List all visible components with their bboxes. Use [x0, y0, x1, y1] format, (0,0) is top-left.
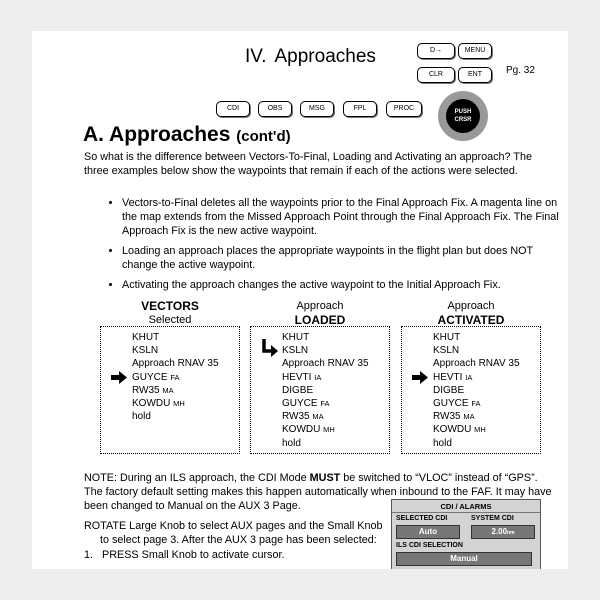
manual-page: [32, 31, 568, 569]
step-1: [84, 548, 384, 562]
waypoint-row: [433, 437, 520, 450]
column-heading-vectors: [100, 299, 240, 327]
cdi-alarms-panel: [391, 499, 541, 569]
waypoint-name: KOWDU: [132, 398, 171, 410]
system-cdi-value: [471, 525, 535, 539]
selected-cdi-label: SELECTED CDI: [396, 515, 448, 522]
column-heading-top: Approach: [447, 300, 495, 312]
waypoint-row: [433, 371, 520, 384]
rotate-instructions: [84, 519, 384, 562]
waypoint-name: hold: [282, 437, 301, 449]
waypoint-row: [282, 344, 369, 357]
active-waypoint-arrow-icon: [111, 371, 127, 386]
waypoint-name: KOWDU: [433, 424, 472, 436]
waypoint-type: IA: [314, 372, 322, 382]
waypoint-name: RW35: [282, 411, 310, 423]
waypoint-name: KHUT: [132, 332, 160, 343]
waypoint-name: DIGBE: [282, 384, 314, 396]
cdi-key: CDI: [216, 101, 250, 117]
waypoint-row: [433, 410, 520, 423]
waypoint-name: RW35: [132, 384, 160, 396]
waypoint-row: [282, 423, 369, 436]
column-heading-bottom: ACTIVATED: [437, 313, 505, 327]
column-heading-bottom: LOADED: [294, 313, 346, 327]
fpl-key: FPL: [343, 101, 377, 117]
waypoint-type: MH: [173, 399, 185, 409]
ils-cdi-selection-value: Manual: [396, 552, 532, 566]
waypoint-row: [132, 410, 219, 423]
waypoint-row: [132, 371, 219, 384]
waypoint-name: Approach RNAV 35: [132, 358, 219, 370]
section-subtitle: (cont'd): [236, 128, 291, 145]
waypoint-row: [132, 384, 219, 397]
waypoint-row: [282, 410, 369, 423]
waypoint-row: [433, 384, 520, 397]
bullet-item: • Loading an approach places the appropriate waypoints in the flight plan but does NOT change the active waypoint.: [122, 244, 562, 272]
waypoint-row: [433, 331, 520, 344]
waypoint-type: FA: [320, 399, 330, 409]
column-heading-bottom: Selected: [148, 314, 192, 326]
system-cdi-label: SYSTEM CDI: [471, 515, 514, 522]
column-heading-loaded: [250, 299, 390, 327]
waypoint-name: KSLN: [433, 345, 460, 357]
note-text-end: be switched to “VLOC” instead of “GPS”. The factory default setting makes this happen automatically when inbound to the FAF. It may have been changed to Manual on the AUX 3 Page.: [84, 472, 552, 512]
clr-key: CLR: [417, 67, 455, 83]
waypoint-name: KHUT: [433, 332, 461, 343]
knob-label-line1: PUSH: [454, 109, 472, 115]
waypoint-name: hold: [433, 437, 452, 449]
waypoint-row: [282, 371, 369, 384]
knob-label: [446, 99, 480, 133]
push-crsr-knob: [438, 91, 488, 141]
column-heading-top: VECTORS: [141, 299, 199, 313]
bullet-list: [104, 196, 562, 298]
proc-key: PROC: [386, 101, 422, 117]
section-heading: [83, 123, 291, 147]
panel-divider: [392, 512, 540, 513]
waypoint-type: MH: [474, 425, 486, 435]
waypoint-name: HEVTI: [433, 371, 463, 383]
note-emphasis: MUST: [309, 472, 341, 484]
waypoint-type: MA: [162, 385, 174, 395]
intro-paragraph: So what is the difference between Vectors-To-Final, Loading and Activating an approach? The three examples below show the waypoints that remain if each of the actions were selected.: [84, 151, 532, 177]
waypoint-row: [282, 397, 369, 410]
direct-to-key: D→: [417, 43, 455, 59]
waypoint-list: [433, 331, 520, 450]
column-heading-activated: [401, 299, 541, 327]
panel-title: CDI / ALARMS: [440, 502, 492, 511]
waypoint-name: GUYCE: [433, 398, 469, 410]
waypoint-row: [132, 344, 219, 357]
knob-label-line2: CRSR: [454, 117, 472, 123]
step-text: PRESS Small Knob to activate cursor.: [102, 549, 285, 561]
page-number: Pg. 32: [506, 65, 535, 76]
msg-key: MSG: [300, 101, 334, 117]
note-text: NOTE: During an ILS approach, the CDI Mode: [84, 472, 310, 484]
waypoint-box-vectors: [100, 326, 240, 454]
chapter-name: Approaches: [274, 46, 376, 67]
waypoint-type: MA: [312, 412, 324, 422]
waypoint-type: FA: [170, 372, 180, 382]
waypoint-name: DIGBE: [433, 384, 465, 396]
waypoint-row: [282, 331, 369, 344]
waypoint-type: FA: [471, 399, 481, 409]
waypoint-list: [282, 331, 369, 450]
waypoint-row: [433, 397, 520, 410]
waypoint-row: [282, 357, 369, 370]
waypoint-name: RW35: [433, 411, 461, 423]
ent-key: ENT: [458, 67, 492, 83]
waypoint-name: Approach RNAV 35: [282, 358, 369, 370]
waypoint-name: KSLN: [132, 345, 159, 357]
obs-key: OBS: [258, 101, 292, 117]
ils-cdi-selection-label: ILS CDI SELECTION: [396, 542, 463, 549]
waypoint-box-activated: [401, 326, 541, 454]
step-number: 1.: [84, 549, 94, 561]
waypoint-box-loaded: [250, 326, 390, 454]
system-cdi-unit: nm: [507, 530, 515, 536]
waypoint-name: KHUT: [282, 332, 310, 343]
bullet-item: • Activating the approach changes the active waypoint to the Initial Approach Fix.: [122, 278, 562, 292]
column-heading-top: Approach: [296, 300, 344, 312]
active-waypoint-arrow-icon: [412, 371, 428, 386]
selected-cdi-value: Auto: [396, 525, 460, 539]
section-title: A. Approaches: [83, 123, 231, 146]
corner-arrow-icon: [261, 337, 279, 363]
waypoint-name: GUYCE: [132, 371, 168, 383]
waypoint-name: Approach RNAV 35: [433, 358, 520, 370]
waypoint-row: [282, 437, 369, 450]
waypoint-row: [132, 331, 219, 344]
waypoint-row: [132, 397, 219, 410]
chapter-number: IV.: [245, 46, 267, 67]
menu-key: MENU: [458, 43, 492, 59]
waypoint-name: HEVTI: [282, 371, 312, 383]
waypoint-row: [433, 357, 520, 370]
waypoint-name: GUYCE: [282, 398, 318, 410]
chapter-title: [237, 46, 376, 68]
bullet-item: • Vectors-to-Final deletes all the waypoints prior to the Final Approach Fix. A magenta line on the map extends from the Missed Approach Point through the Final Approach Fix. The Final Approach Fix is the new active waypoint.: [122, 196, 562, 238]
waypoint-row: [433, 423, 520, 436]
waypoint-row: [282, 384, 369, 397]
system-cdi-number: 2.00: [491, 527, 508, 536]
waypoint-type: IA: [465, 372, 473, 382]
waypoint-list: [132, 331, 219, 423]
waypoint-row: [132, 357, 219, 370]
waypoint-row: [433, 344, 520, 357]
rotate-text: ROTATE Large Knob to select AUX pages and the Small Knob to select page 3. After the AUX 3 page has been selected:: [84, 520, 383, 546]
waypoint-type: MA: [463, 412, 475, 422]
waypoint-name: hold: [132, 411, 151, 423]
waypoint-name: KOWDU: [282, 424, 321, 436]
waypoint-type: MH: [323, 425, 335, 435]
waypoint-name: KSLN: [282, 345, 309, 357]
